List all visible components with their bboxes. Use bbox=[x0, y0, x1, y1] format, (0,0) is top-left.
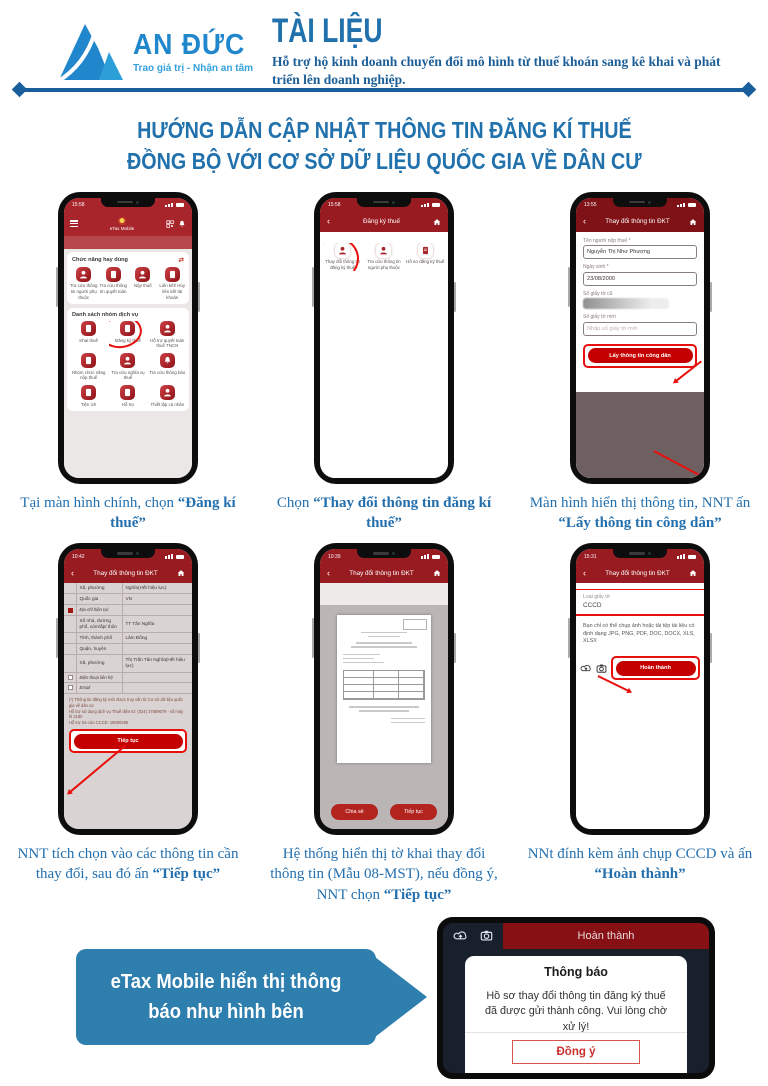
declare-tax-icon bbox=[81, 321, 96, 336]
utilities-icon bbox=[81, 385, 96, 400]
emblem-icon bbox=[118, 217, 126, 225]
continue-button: Tiếp tục bbox=[390, 804, 437, 820]
step-6-caption: NNt đính kèm ảnh chụp CCCD và ấn “Hoàn thành” bbox=[527, 846, 753, 883]
phone-notch bbox=[357, 198, 411, 207]
service-groups-card bbox=[67, 308, 189, 411]
table-row: Số nhà, đường phố, xóm/ấp/ thôn TT Tân Nghĩa bbox=[64, 616, 192, 633]
card-title: Chức năng hay dùng bbox=[72, 256, 128, 263]
status-icons bbox=[165, 203, 184, 208]
finish-bar: Hoàn thành bbox=[503, 923, 709, 949]
step-2-caption: Chọn “Thay đổi thông tin đăng kí thuế” bbox=[276, 494, 492, 531]
change-info-table bbox=[64, 583, 192, 694]
registration-file-icon bbox=[418, 243, 433, 258]
step-6 bbox=[514, 543, 766, 905]
step-3 bbox=[514, 192, 766, 534]
screen-gap bbox=[320, 583, 448, 605]
annotation-circle bbox=[323, 243, 362, 271]
phone-notch bbox=[613, 549, 667, 558]
pay-tax-icon bbox=[135, 267, 150, 282]
screen-title: Thay đổi thông tin ĐKT bbox=[605, 569, 670, 577]
status-time: 15:31 bbox=[584, 553, 597, 560]
table-row: Quốc gia VN bbox=[64, 594, 192, 605]
app-item: Tiện ích bbox=[70, 385, 107, 407]
steps-grid bbox=[0, 192, 768, 905]
step-4 bbox=[12, 543, 244, 905]
new-id-field: Nhập số giấy tờ mới bbox=[583, 322, 697, 336]
support-icon bbox=[120, 385, 135, 400]
annotation-circle bbox=[109, 321, 144, 349]
annotation-box bbox=[69, 729, 187, 753]
app-item: Tra cứu thông tin người phụ thuộc bbox=[70, 267, 98, 301]
app-item: Nhóm chức năng nộp thuế bbox=[70, 353, 107, 381]
header bbox=[0, 0, 768, 89]
qr-scan-icon bbox=[166, 220, 174, 228]
step-5 bbox=[268, 543, 500, 905]
pay-group-icon bbox=[81, 353, 96, 368]
app-header bbox=[576, 212, 704, 232]
table-row: Điện thoại liên hệ bbox=[64, 673, 192, 684]
phone-mockup-change-table bbox=[58, 543, 198, 835]
callout-arrow bbox=[76, 949, 427, 1045]
dependent-lookup-icon bbox=[376, 243, 391, 258]
continue-button: Tiếp tục bbox=[74, 734, 183, 749]
app-item: Nộp thuế bbox=[129, 267, 157, 301]
step-5-caption: Hệ thống hiển thị tờ khai thay đổi thông tin (Mẫu 08-MST), nếu đồng ý, NNT chọn “Tiếp tục” bbox=[270, 846, 498, 903]
app-header bbox=[64, 212, 192, 236]
agree-button: Đồng ý bbox=[512, 1040, 640, 1064]
card-title: Danh sách nhóm dịch vụ bbox=[72, 312, 139, 319]
app-item: Hồ sơ đăng ký thuế bbox=[406, 243, 445, 271]
back-icon: ‹ bbox=[583, 216, 586, 227]
table-row: Xã, phường Nghĩa(Hết hiệu lực) bbox=[64, 583, 192, 594]
app-header bbox=[64, 563, 192, 583]
notice-lookup-icon bbox=[160, 353, 175, 368]
status-icons bbox=[677, 203, 696, 208]
attachment-note: Bạn chỉ có thể chụp ảnh hoặc tải tệp tài liệu có định dạng JPG, PNG, PDF, DOC, DOCX, XLS, XLSX bbox=[583, 622, 695, 645]
phone-mockup-tax-registration bbox=[314, 192, 454, 484]
cloud-upload-icon bbox=[453, 929, 468, 943]
camera-icon bbox=[480, 929, 493, 942]
app-item: Hỗ trợ bbox=[109, 385, 146, 407]
checkbox-unchecked bbox=[68, 675, 73, 680]
step-3-caption: Màn hình hiển thị thông tin, NNT ấn “Lấy thông tin công dân” bbox=[529, 494, 751, 531]
screen-title: Thay đổi thông tin ĐKT bbox=[93, 569, 158, 577]
logo-mountain-icon bbox=[55, 18, 129, 86]
person-search-icon bbox=[76, 267, 91, 282]
an-duc-logo bbox=[55, 14, 260, 89]
home-icon bbox=[177, 569, 185, 577]
step-4-caption: NNT tích chọn vào các thông tin cần thay đổi, sau đó ấn “Tiếp tục” bbox=[17, 846, 239, 883]
table-footnotes: (*) Thông tin đăng ký mới được truy vấn từ Cơ sở dữ liệu quốc gia về dân cư Hỗ trợ sử dụng dịch vụ Thuế điện tử: (024) 37689679 - số máy lẻ 2180 Hỗ trợ tra cứu CCCD: 19000386 bbox=[69, 696, 184, 726]
screen-title: Thay đổi thông tin ĐKT bbox=[349, 569, 414, 577]
settlement-support-icon bbox=[160, 321, 175, 336]
home-icon bbox=[689, 218, 697, 226]
app-item: Tra cứu nghĩa vụ thuế bbox=[109, 353, 146, 381]
doc-search-icon bbox=[106, 267, 121, 282]
logo-tagline: Trao giá trị - Nhận an tâm bbox=[133, 63, 254, 75]
page-title bbox=[0, 115, 768, 175]
home-icon bbox=[433, 569, 441, 577]
phone-mockup-declaration-preview bbox=[314, 543, 454, 835]
status-time: 15:58 bbox=[72, 202, 85, 209]
quick-functions-card bbox=[67, 252, 189, 305]
form-08-mst-preview bbox=[337, 615, 431, 763]
back-icon: ‹ bbox=[327, 216, 330, 227]
field-label: Số giấy tờ cũ bbox=[583, 290, 613, 297]
personal-settings-icon bbox=[160, 385, 175, 400]
result-section bbox=[0, 909, 768, 1086]
camera-icon bbox=[596, 663, 607, 674]
screen-title: Đăng ký thuế bbox=[362, 218, 401, 226]
shuffle-icon: ⇄ bbox=[178, 256, 184, 264]
dialog-message: Hồ sơ thay đổi thông tin đăng ký thuế đã được gửi thành công. Vui lòng chờ xử lý! bbox=[485, 989, 667, 1034]
screen-title: Thay đổi thông tin ĐKT bbox=[605, 218, 670, 226]
share-button: Chia sẻ bbox=[331, 804, 378, 820]
back-icon: ‹ bbox=[71, 567, 74, 578]
taxpayer-name-field: Nguyễn Thị Như Phượng bbox=[583, 245, 697, 259]
app-title: eTax Mobile bbox=[109, 225, 135, 231]
home-banner bbox=[64, 236, 192, 249]
link-account-icon bbox=[165, 267, 180, 282]
status-icons bbox=[677, 554, 696, 559]
home-icon bbox=[433, 218, 441, 226]
birthdate-field: 23/08/2000 bbox=[583, 272, 697, 286]
form-table bbox=[343, 670, 425, 700]
doc-type-value: CCCD bbox=[583, 602, 602, 610]
app-item-change-info: Thay đổi thông tin đăng ký thuế bbox=[323, 243, 362, 271]
doc-type-label: Loại giấy tờ bbox=[583, 594, 611, 601]
app-item-tax-registration: Đăng ký thuế bbox=[109, 321, 146, 349]
old-id-field-blurred bbox=[583, 298, 669, 309]
menu-icon bbox=[70, 219, 78, 229]
finish-button: Hoàn thành bbox=[616, 661, 696, 676]
annotation-box bbox=[611, 656, 700, 680]
title-line-1: HƯỚNG DẪN CẬP NHẬT THÔNG TIN ĐĂNG KÍ THUẾ bbox=[136, 117, 632, 144]
form-stamp-box bbox=[403, 619, 427, 630]
phone-notch bbox=[613, 198, 667, 207]
step-1-caption: Tại màn hình chính, chọn “Đăng kí thuế” bbox=[20, 494, 236, 531]
status-icons bbox=[421, 203, 440, 208]
table-row: Tỉnh, thành phố Lâm Đồng bbox=[64, 633, 192, 644]
dimmed-area bbox=[576, 392, 704, 478]
status-time: 13:55 bbox=[584, 202, 597, 209]
status-time: 10:39 bbox=[328, 553, 341, 560]
app-item: Tra cứu thông tin quyết toán bbox=[100, 267, 128, 301]
checkbox-checked bbox=[68, 608, 73, 613]
phone-mockup-attach-cccd bbox=[570, 543, 710, 835]
obligation-lookup-icon bbox=[120, 353, 135, 368]
phone-mockup-home bbox=[58, 192, 198, 484]
home-icon bbox=[689, 569, 697, 577]
callout-point bbox=[375, 957, 427, 1037]
callout-text: eTax Mobile hiển thị thông báo như hình bên bbox=[110, 970, 342, 1023]
field-label: Số giấy tờ mới bbox=[583, 314, 616, 321]
status-icons bbox=[421, 554, 440, 559]
bell-icon bbox=[178, 220, 186, 228]
app-item: Hỗ trợ quyết toán thuế TNCN bbox=[149, 321, 186, 349]
cloud-upload-icon bbox=[580, 663, 592, 674]
logo-name: AN ĐỨC bbox=[133, 29, 246, 62]
back-icon: ‹ bbox=[583, 567, 586, 578]
phone-notch bbox=[101, 198, 155, 207]
app-item: Khai thuế bbox=[70, 321, 107, 349]
annotation-line bbox=[576, 614, 704, 615]
checkbox-unchecked bbox=[68, 685, 73, 690]
notification-screenshot bbox=[437, 917, 715, 1079]
get-citizen-info-button: Lấy thông tin công dân bbox=[588, 348, 693, 363]
table-row: Email bbox=[64, 683, 192, 694]
status-icons bbox=[165, 554, 184, 559]
status-time: 10:42 bbox=[72, 553, 85, 560]
notification-dialog bbox=[465, 956, 687, 1073]
field-label: Tên người nộp thuế * bbox=[583, 237, 631, 244]
annotation-box bbox=[583, 344, 697, 368]
phone-notch bbox=[357, 549, 411, 558]
back-icon: ‹ bbox=[327, 567, 330, 578]
app-item: Tra cứu thông tin người phụ thuộc bbox=[364, 243, 403, 271]
phone-mockup-taxpayer-info bbox=[570, 192, 710, 484]
table-row: Quận, huyện bbox=[64, 644, 192, 655]
app-item: Tra cứu thông báo bbox=[149, 353, 186, 381]
app-header bbox=[320, 212, 448, 232]
field-label: Ngày sinh * bbox=[583, 264, 609, 271]
status-time: 15:58 bbox=[328, 202, 341, 209]
app-header bbox=[320, 563, 448, 583]
title-line-2: ĐỒNG BỘ VỚI CƠ SỞ DỮ LIỆU QUỐC GIA VỀ DÂN CƯ bbox=[126, 147, 642, 174]
phone-notch bbox=[101, 549, 155, 558]
app-item: Thiết lập cá nhân bbox=[149, 385, 186, 407]
annotation-line bbox=[576, 589, 704, 590]
table-row: Địa chỉ hiện tại: bbox=[64, 605, 192, 616]
step-1 bbox=[12, 192, 244, 534]
doc-label: TÀI LIỆU bbox=[272, 12, 383, 50]
app-item: Liên kết/ Hủy liên kết tài khoản bbox=[159, 267, 187, 301]
table-row: Xã, phường Thị Trấn Tân Nghĩa(Hết hiệu lực) bbox=[64, 655, 192, 672]
step-2 bbox=[268, 192, 500, 534]
doc-description: Hỗ trợ hộ kinh doanh chuyển đổi mô hình từ thuế khoán sang kê khai và phát triển lên doanh nghiệp. bbox=[272, 54, 721, 88]
dialog-title: Thông báo bbox=[544, 964, 608, 979]
divider-arrow bbox=[18, 88, 750, 92]
app-header bbox=[576, 563, 704, 583]
